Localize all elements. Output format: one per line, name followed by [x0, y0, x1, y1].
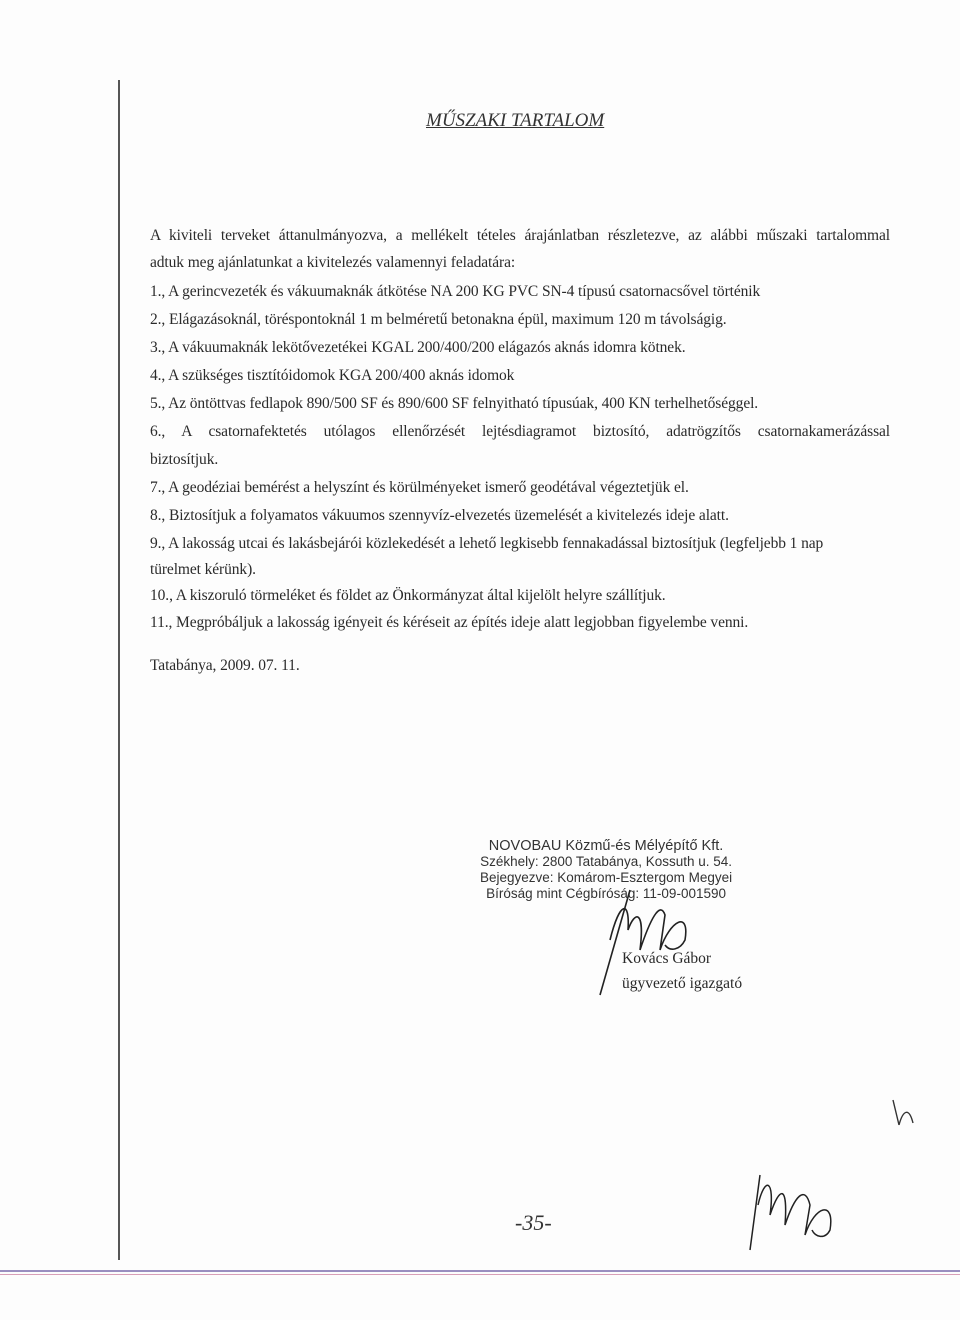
bottom-rule: [0, 1270, 960, 1272]
list-item-continuation: biztosítjuk.: [150, 451, 219, 468]
stamp-line: NOVOBAU Közmű-és Mélyépítő Kft.: [488, 838, 724, 854]
list-item: 8., Biztosítjuk a folyamatos vákuumos szennyvíz-elvezetés üzemelését a kivitelezés ideje alatt.: [150, 507, 729, 524]
initials-signature: [740, 1165, 850, 1255]
list-item: 11., Megpróbáljuk a lakosság igényeit és kéréseit az építés ideje alatt legjobban figyelembe venni.: [150, 614, 749, 631]
list-item: 7., A geodéziai bemérést a helyszínt és körülményeket ismerő geodétával végeztetjük el.: [150, 479, 689, 496]
stamp-line: Bíróság mint Cégbíróság: 11-09-001590: [486, 886, 726, 901]
scan-edge-line: [118, 80, 120, 1260]
list-item-continuation: türelmet kérünk).: [150, 561, 256, 578]
intro-line: A kiviteli terveket áttanulmányozva, a mellékelt tételes árajánlatban részletezve, az alábbi műszaki tartalommal: [150, 227, 890, 244]
stamp-line: Székhely: 2800 Tatabánya, Kossuth u. 54.: [480, 854, 733, 869]
list-item: 1., A gerincvezeték és vákuumaknák átkötése NA 200 KG PVC SN-4 típusú csatornacsővel történik: [150, 283, 761, 300]
place-date: Tatabánya, 2009. 07. 11.: [150, 657, 300, 674]
list-item: 9., A lakosság utcai és lakásbejárói közlekedését a lehető legkisebb fennakadással biztosítjuk (legfeljebb 1 nap: [150, 535, 824, 552]
signer-title: ügyvezető igazgató: [622, 975, 743, 992]
intro-line: adtuk meg ajánlatunkat a kivitelezés valamennyi feladatára:: [150, 254, 516, 271]
list-item: 5., Az öntöttvas fedlapok 890/500 SF és 890/600 SF felnyitható típusúak, 400 KN terhelhetőséggel.: [150, 395, 759, 412]
handwritten-mark: [885, 1095, 925, 1135]
stamp-line: Bejegyezve: Komárom-Esztergom Megyei: [480, 870, 733, 885]
document-title: MŰSZAKI TARTALOM: [426, 110, 605, 131]
page-number: -35-: [515, 1210, 552, 1235]
signer-name: Kovács Gábor: [622, 950, 712, 967]
list-item: 6., A csatornafektetés utólagos ellenőrzését lejtésdiagramot biztosító, adatrögzítős csatornakamerázással: [150, 423, 890, 440]
bottom-rule: [0, 1274, 960, 1275]
list-item: 3., A vákuumaknák lekötővezetékei KGAL 200/400/200 elágazós aknás idomra kötnek.: [150, 339, 686, 356]
list-item: 4., A szükséges tisztítóidomok KGA 200/400 aknás idomok: [150, 367, 515, 384]
list-item: 10., A kiszoruló törmeléket és földet az Önkormányzat által kijelölt helyre szállítjuk.: [150, 587, 666, 604]
list-item: 2., Elágazásoknál, töréspontoknál 1 m belméretű betonakna épül, maximum 120 m távolságig.: [150, 311, 727, 328]
